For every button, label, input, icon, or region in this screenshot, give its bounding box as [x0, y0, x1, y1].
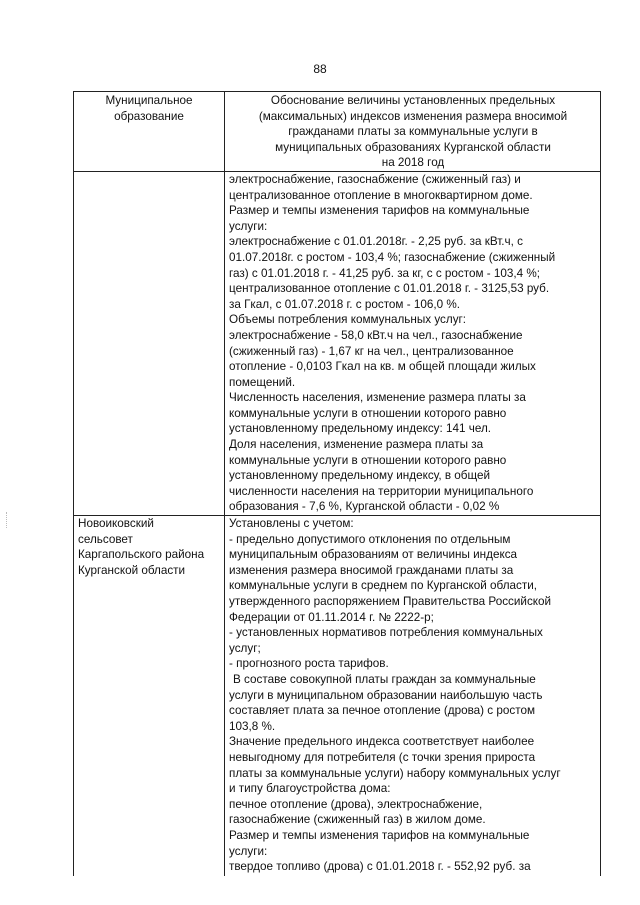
header-municipality-line: образование [114, 109, 184, 123]
justification-line: твердое топливо (дрова) с 01.01.2018 г. - 552,92 руб. за [229, 860, 531, 874]
page-number: 88 [313, 62, 327, 76]
justification-line: печное отопление (дрова), электроснабжение, [229, 797, 483, 811]
justification-line: невыгодному для потребителя (с точки зрения прироста [229, 750, 536, 764]
header-justification-line: (максимальных) индексов изменения размера вносимой [258, 109, 568, 123]
justification-line: коммунальные услуги в среднем по Курганской области, [229, 579, 537, 593]
justification-line: образования - 7,6 %, Курганской области - 0,02 % [229, 500, 500, 514]
justification-line: численности населения на территории муниципального [229, 484, 534, 498]
municipality-line: Новоиковский [78, 517, 154, 531]
justification-line: В составе совокупной платы граждан за коммунальные [233, 672, 536, 686]
header-justification-line: на 2018 год [381, 156, 445, 170]
justification-line: Объемы потребления коммунальных услуг: [229, 313, 467, 327]
justification-line: Установлены с учетом: [229, 517, 354, 531]
justification-line: Федерации от 01.11.2014 г. № 2222-р; [229, 610, 434, 624]
justification-line: Размер и темпы изменения тарифов на коммунальные [229, 204, 530, 218]
justification-line: 01.07.2018г. с ростом - 103,4 %; газоснабжение (сжиженный [229, 250, 556, 264]
municipality-line: Курганской области [78, 563, 186, 577]
municipality-line: сельсовет [78, 532, 133, 546]
justification-line: услуги в муниципальном образовании наибольшую часть [229, 688, 543, 702]
justification-line: (сжиженный газ) - 1,67 кг на чел., централизованное [229, 344, 514, 358]
justification-line: Доля населения, изменение размера платы за [229, 438, 484, 452]
scan-margin-mark [6, 512, 9, 528]
justification-line: электроснабжение с 01.01.2018г. - 2,25 руб. за кВт.ч, с [229, 235, 523, 249]
justification-line: - установленных нормативов потребления коммунальных [229, 626, 543, 640]
header-justification-line: муниципальных образованиях Курганской области [275, 140, 551, 154]
justification-line: составляет плата за печное отопление (дрова) с ростом [229, 704, 536, 718]
table-row [74, 171, 601, 515]
tariff-justification-table [73, 91, 601, 876]
justification-line: Численность населения, изменение размера платы за [229, 391, 526, 405]
header-justification-line: Обоснование величины установленных предельных [270, 94, 556, 107]
justification-line: 103,8 %. [229, 719, 276, 733]
justification-line: централизованное отопление с 01.01.2018 г. - 3125,53 руб. [229, 282, 550, 296]
municipality-cell-empty [74, 171, 225, 515]
justification-line: отопление - 0,0103 Гкал на кв. м общей площади жилых [229, 360, 536, 374]
justification-line: платы за коммунальные услуги) набору коммунальных услуг [229, 766, 561, 780]
justification-cell [225, 171, 601, 515]
municipality-cell [74, 516, 225, 877]
justification-line: утвержденного распоряжением Правительства Российской [229, 595, 552, 608]
municipality-line: Каргапольского района [78, 548, 205, 562]
justification-line: установленному предельному индексу: 141 чел. [229, 422, 492, 436]
justification-line: муниципальным образованиям от величины индекса [229, 548, 518, 562]
justification-line: изменения размера вносимой гражданами платы за [229, 563, 514, 577]
justification-line: электроснабжение - 58,0 кВт.ч на чел., газоснабжение [229, 328, 523, 342]
justification-line: централизованное отопление в многоквартирном доме. [229, 188, 533, 202]
justification-line: - предельно допустимого отклонения по отдельным [229, 532, 511, 546]
justification-line: газ) с 01.01.2018 г. - 41,25 руб. за кг, с с ростом - 103,4 %; [229, 266, 541, 280]
justification-line: услуги: [229, 219, 268, 233]
header-justification-line: гражданами платы за коммунальные услуги в [288, 125, 538, 139]
justification-line: за Гкал, с 01.07.2018 г. с ростом - 106,0 %. [229, 297, 460, 311]
justification-line: установленному предельному индексу, в общей [229, 469, 491, 483]
header-municipality-line: Муниципальное [105, 94, 193, 107]
justification-line: услуги: [229, 844, 268, 858]
justification-line: Значение предельного индекса соответствует наиболее [229, 735, 535, 749]
header-municipality-cell [74, 92, 225, 172]
justification-line: коммунальные услуги в отношении которого равно [229, 453, 507, 467]
justification-line: коммунальные услуги в отношении которого равно [229, 406, 507, 420]
header-justification-cell [225, 92, 601, 172]
justification-line: помещений. [229, 375, 296, 389]
justification-cell [225, 516, 601, 877]
table-row [74, 516, 601, 877]
justification-line: услуг; [229, 641, 261, 655]
justification-line: электроснабжение, газоснабжение (сжиженный газ) и [229, 172, 521, 186]
justification-line: - прогнозного роста тарифов. [229, 657, 389, 671]
table-header-row [74, 92, 601, 172]
justification-line: газоснабжение (сжиженный газ) в жилом доме. [229, 813, 486, 827]
justification-line: и типу благоустройства дома: [229, 782, 391, 796]
justification-line: Размер и темпы изменения тарифов на коммунальные [229, 828, 530, 842]
